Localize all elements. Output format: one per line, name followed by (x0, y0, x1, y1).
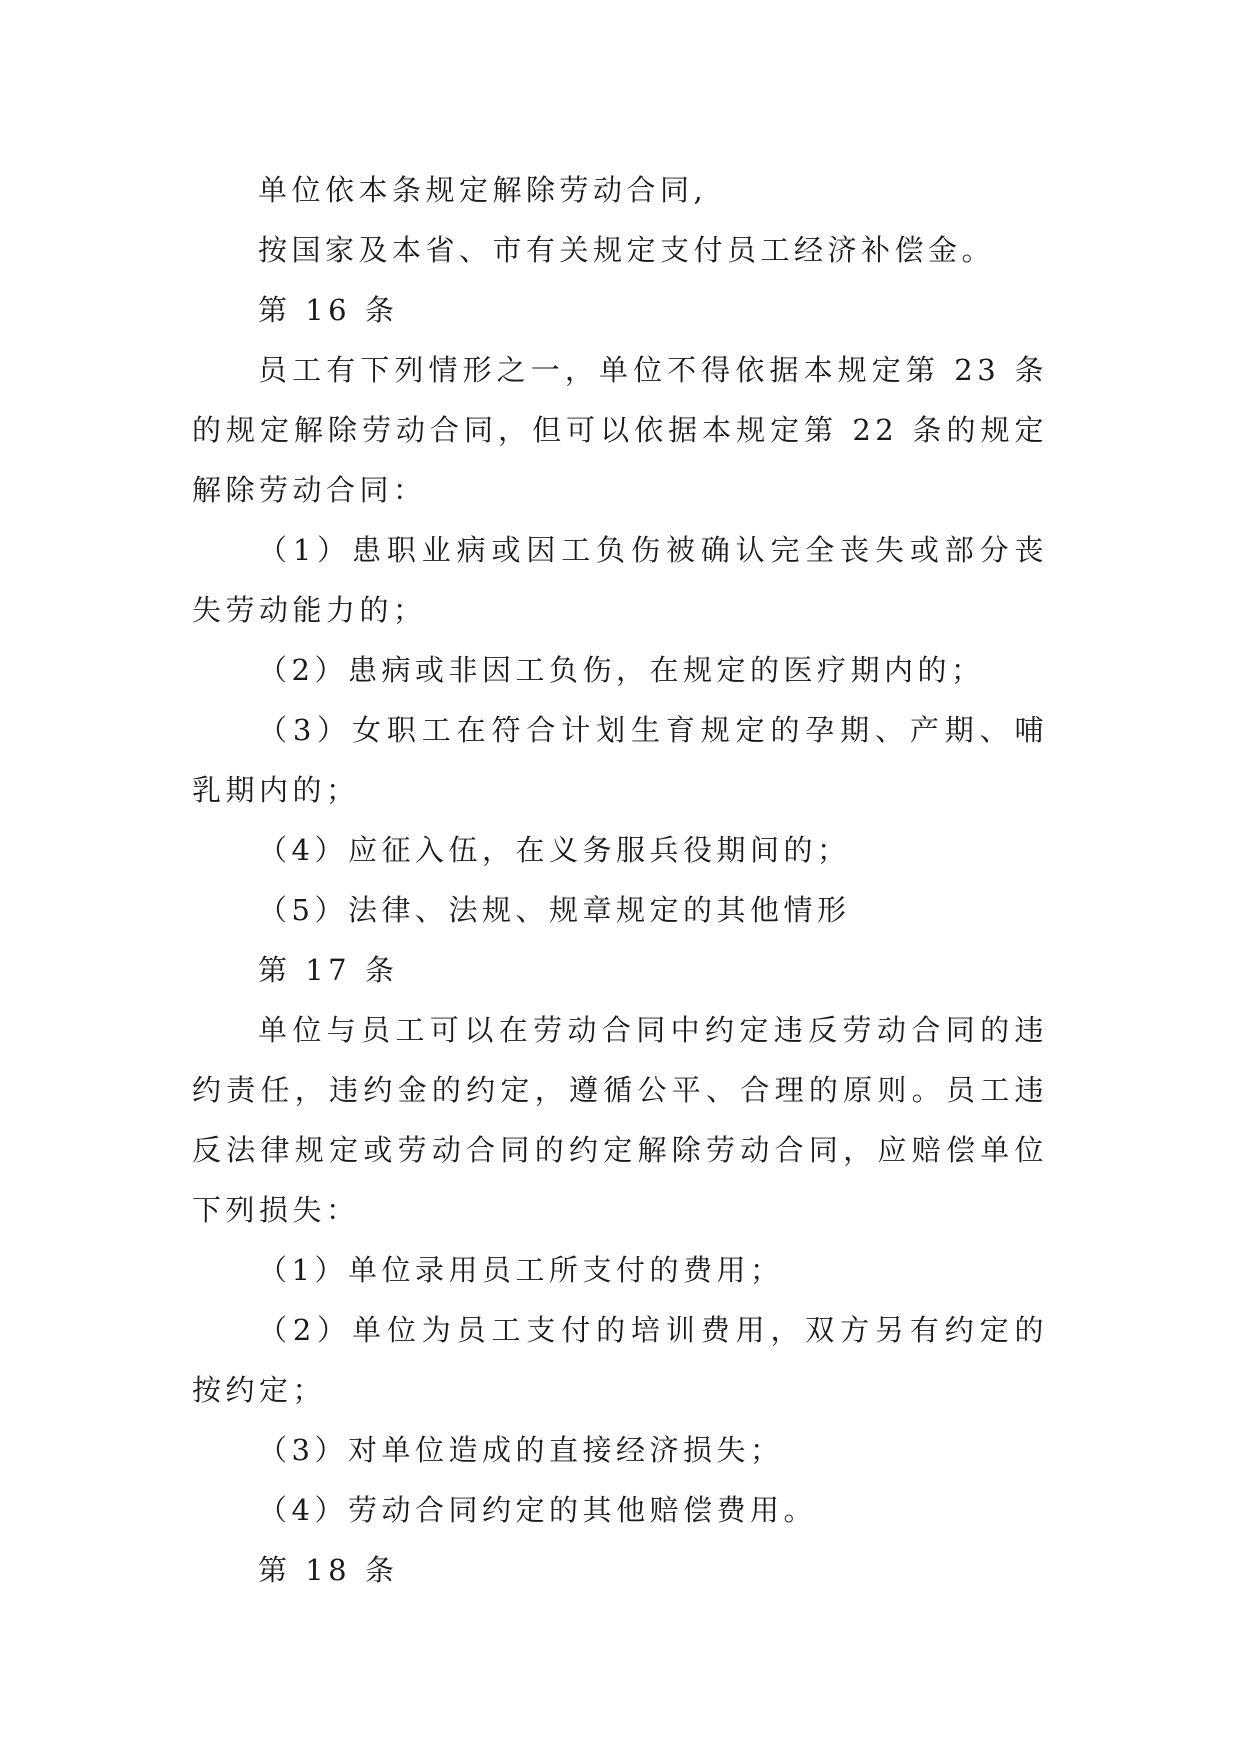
article-16-item-4: （4）应征入伍，在义务服兵役期间的； (258, 833, 851, 867)
article-17-item-4: （4）劳动合同约定的其他赔偿费用。 (258, 1493, 817, 1527)
article-17-item-2: （2）单位为员工支付的培训费用，双方另有约定的按约定； (192, 1313, 1048, 1407)
article-16-body: 员工有下列情形之一，单位不得依据本规定第 23 条的规定解除劳动合同，但可以依据本规定第 22 条的规定解除劳动合同： (192, 353, 1048, 507)
article-16-item-1: （1）患职业病或因工负伤被确认完全丧失或部分丧失劳动能力的； (192, 533, 1048, 627)
paragraph-compensation: 按国家及本省、市有关规定支付员工经济补偿金。 (258, 233, 996, 267)
document-body (192, 160, 1048, 1600)
article-17-body: 单位与员工可以在劳动合同中约定违反劳动合同的违约责任，违约金的约定，遵循公平、合理的原则。员工违反法律规定或劳动合同的约定解除劳动合同，应赔偿单位下列损失： (192, 1013, 1048, 1227)
article-17-heading: 第 17 条 (258, 953, 399, 987)
article-16-item-2: （2）患病或非因工负伤，在规定的医疗期内的； (258, 653, 985, 687)
article-16-item-5: （5）法律、法规、规章规定的其他情形 (258, 893, 851, 927)
article-18-heading: 第 18 条 (258, 1553, 399, 1587)
article-17-item-1: （1）单位录用员工所支付的费用； (258, 1253, 784, 1287)
article-17-item-3: （3）对单位造成的直接经济损失； (258, 1433, 784, 1467)
paragraph-termination-clause: 单位依本条规定解除劳动合同, (258, 173, 708, 207)
article-16-heading: 第 16 条 (258, 293, 399, 327)
article-16-item-3: （3）女职工在符合计划生育规定的孕期、产期、哺乳期内的； (192, 713, 1048, 807)
